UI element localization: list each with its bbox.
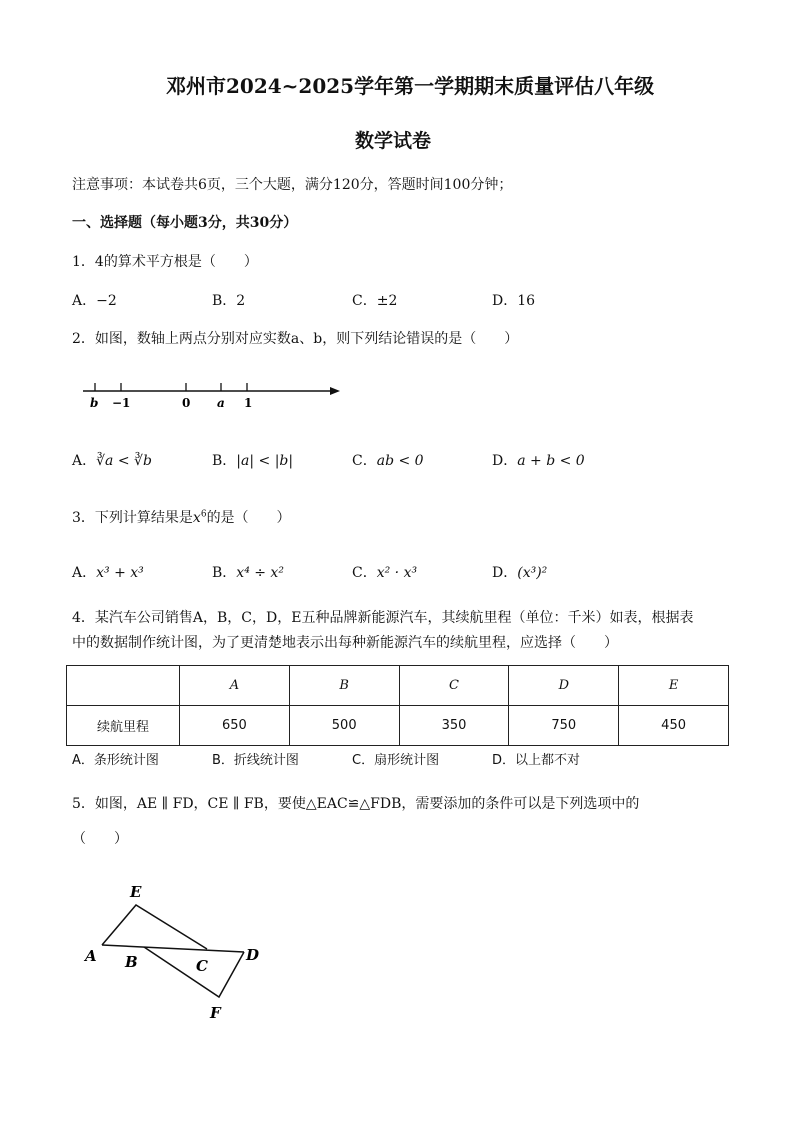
q3-option-d-math: (x³)² [517, 565, 548, 581]
q3-option-d-prefix: D． [492, 565, 518, 581]
question-1-option-d[interactable]: D．16 [492, 293, 536, 309]
axis-label-zero: 0 [182, 396, 191, 410]
line-ad [102, 945, 244, 952]
table-header-b: B [289, 666, 399, 706]
axis-label-one: 1 [244, 396, 253, 410]
point-label-d: D [246, 946, 260, 964]
q3-stem-post: 的是（ ） [206, 510, 291, 526]
question-5-answer-paren: （ ） [72, 831, 128, 847]
q3-option-b-prefix: B． [212, 565, 237, 581]
page-title: 邓州市2024~2025学年第一学期期末质量评估八年级 [166, 74, 655, 98]
question-3-option-b[interactable] [212, 562, 284, 582]
table-row [67, 706, 729, 746]
table-header-c: C [399, 666, 509, 706]
q3-option-c-prefix: C． [352, 565, 377, 581]
question-1-option-c[interactable]: C．±2 [352, 293, 398, 309]
q3-option-a-math: x³ + x³ [96, 565, 144, 581]
table-header-e: E [619, 666, 729, 706]
table-cell-e: 450 [619, 706, 729, 746]
point-label-f: F [210, 1004, 221, 1022]
table-cell-c: 350 [399, 706, 509, 746]
option-d-math: a + b < 0 [517, 453, 585, 469]
point-label-b: B [125, 953, 138, 971]
option-b-prefix: B． [212, 453, 237, 469]
q3-option-c-math: x² · x³ [376, 565, 418, 581]
option-c-math: ab < 0 [376, 453, 424, 469]
question-2-stem: 2．如图，数轴上两点分别对应实数a、b，则下列结论错误的是（ ） [72, 331, 519, 347]
table-header-row [67, 666, 729, 706]
q3-stem-exp: 6 [200, 509, 207, 520]
axis-label-b: b [90, 396, 99, 410]
point-label-a: A [85, 947, 97, 965]
question-2-option-d[interactable] [492, 450, 585, 470]
axis-label-minus-one: −1 [112, 396, 131, 410]
q3-option-b-math: x⁴ ÷ x² [236, 565, 284, 581]
number-line-figure [80, 375, 350, 415]
triangle-figure [80, 875, 280, 1025]
question-1-option-a[interactable]: A．−2 [72, 293, 117, 309]
option-d-prefix: D． [492, 453, 518, 469]
table-header-d: D [509, 666, 619, 706]
question-5-stem: 5．如图，AE ∥ FD，CE ∥ FB，要使△EAC≌△FDB，需要添加的条件可以是下列选项中的 [72, 796, 640, 812]
table-cell-b: 500 [289, 706, 399, 746]
question-2-option-c[interactable] [352, 450, 424, 470]
question-4-option-c[interactable]: C．扇形统计图 [352, 753, 440, 768]
point-label-e: E [130, 883, 142, 901]
number-line-arrow-icon [330, 387, 340, 395]
exam-notice: 注意事项：本试卷共6页，三个大题，满分120分，答题时间100分钟； [72, 177, 513, 193]
q3-stem-pre: 3．下列计算结果是 [72, 510, 193, 526]
question-1-stem: 1．4的算术平方根是（ ） [72, 254, 258, 270]
section-heading-choice: 一、选择题（每小题3分，共30分） [72, 215, 298, 231]
question-3-option-a[interactable] [72, 562, 144, 582]
question-1-option-b[interactable]: B．2 [212, 293, 246, 309]
question-4-option-a[interactable]: A．条形统计图 [72, 753, 159, 768]
question-2-option-a[interactable] [72, 450, 152, 470]
table-cell-a: 650 [180, 706, 290, 746]
page-subtitle: 数学试卷 [355, 130, 432, 152]
question-4-stem-line2: 中的数据制作统计图，为了更清楚地表示出每种新能源汽车的续航里程，应选择（ ） [72, 635, 618, 651]
triangle-eac-edges [102, 905, 207, 949]
axis-label-a: a [217, 396, 225, 410]
triangle-fdb-edges [144, 947, 244, 997]
option-a-math: ∛a < ∛b [96, 453, 152, 469]
option-a-prefix: A． [72, 453, 97, 469]
range-table [66, 665, 729, 746]
question-3-option-d[interactable] [492, 562, 547, 582]
option-b-math: |a| < |b| [236, 453, 294, 469]
question-3-stem [72, 507, 291, 527]
question-4-option-d[interactable]: D．以上都不对 [492, 753, 581, 768]
q3-option-a-prefix: A． [72, 565, 97, 581]
q3-stem-base: x [192, 510, 201, 526]
question-3-option-c[interactable] [352, 562, 417, 582]
table-row-label: 续航里程 [67, 706, 180, 746]
table-header-a: A [180, 666, 290, 706]
point-label-c: C [196, 957, 208, 975]
table-header-empty [67, 666, 180, 706]
question-2-option-b[interactable] [212, 450, 293, 470]
option-c-prefix: C． [352, 453, 377, 469]
question-4-stem-line1: 4．某汽车公司销售A，B，C，D，E五种品牌新能源汽车，其续航里程（单位：千米）如表，根据表 [72, 610, 694, 626]
question-4-option-b[interactable]: B．折线统计图 [212, 753, 299, 768]
table-cell-d: 750 [509, 706, 619, 746]
